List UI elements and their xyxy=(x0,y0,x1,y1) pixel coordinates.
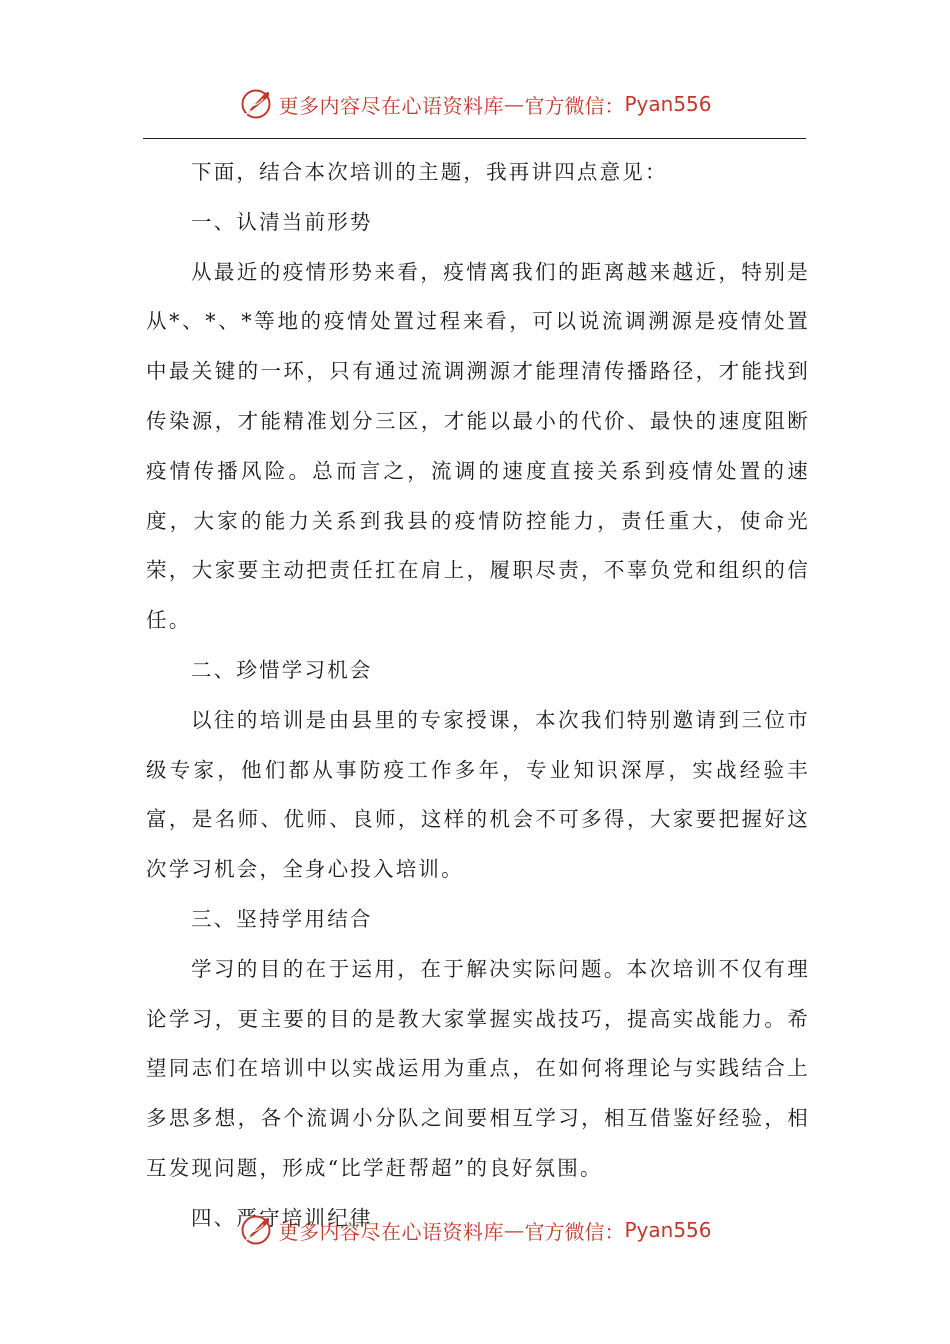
section-paragraph-3: 学习的目的在于运用，在于解决实际问题。本次培训不仅有理论学习，更主要的目的是教大家掌握实战技巧，提高实战能力。希望同志们在培训中以实战运用为重点，在如何将理论与实践结合上多思多想，各个流调小分队之间要相互学习，相互借鉴好经验，相互发现问题，形成“比学赶帮超”的良好氛围。 xyxy=(146,956,810,1180)
footer-banner xyxy=(0,1208,950,1252)
footer-wechat-id: Pyan556 xyxy=(624,1218,712,1242)
quill-pen-logo-icon xyxy=(238,1212,274,1248)
section-heading-4: 四、严守培训纪律 xyxy=(191,1205,373,1230)
header-divider xyxy=(143,138,806,139)
section-paragraph-2: 以往的培训是由县里的专家授课，本次我们特别邀请到三位市级专家，他们都从事防疫工作多年，专业知识深厚，实战经验丰富，是名师、优师、良师，这样的机会不可多得，大家要把握好这次学习机会，全身心投入培训。 xyxy=(146,707,810,882)
header-brand-text: 更多内容尽在心语资料库 xyxy=(278,93,504,118)
section-heading-2: 二、珍惜学习机会 xyxy=(191,657,373,682)
header-wechat-id: Pyan556 xyxy=(624,92,712,116)
footer-dash: — xyxy=(503,1218,525,1242)
header-dash: — xyxy=(503,92,525,116)
header-wechat-label: 官方微信： xyxy=(524,93,625,118)
section-heading-3: 三、坚持学用结合 xyxy=(191,906,373,931)
header-banner xyxy=(0,82,950,126)
section-paragraph-1: 从最近的疫情形势来看，疫情离我们的距离越来越近，特别是从*、*、*等地的疫情处置过程来看，可以说流调溯源是疫情处置中最关键的一环，只有通过流调溯源才能理清传播路径，才能找到传染源，才能精准划分三区，才能以最小的代价、最快的速度阻断疫情传播风险。总而言之，流调的速度直接关系到疫情处置的速度，大家的能力关系到我县的疫情防控能力，责任重大，使命光荣，大家要主动把责任扛在肩上，履职尽责，不辜负党和组织的信任。 xyxy=(146,259,810,633)
footer-brand-text: 更多内容尽在心语资料库 xyxy=(278,1219,504,1244)
quill-pen-logo-icon xyxy=(238,86,274,122)
section-heading-1: 一、认清当前形势 xyxy=(191,209,373,234)
footer-wechat-label: 官方微信： xyxy=(524,1219,625,1244)
intro-paragraph: 下面，结合本次培训的主题，我再讲四点意见： xyxy=(191,160,668,184)
document-body xyxy=(146,148,810,1244)
